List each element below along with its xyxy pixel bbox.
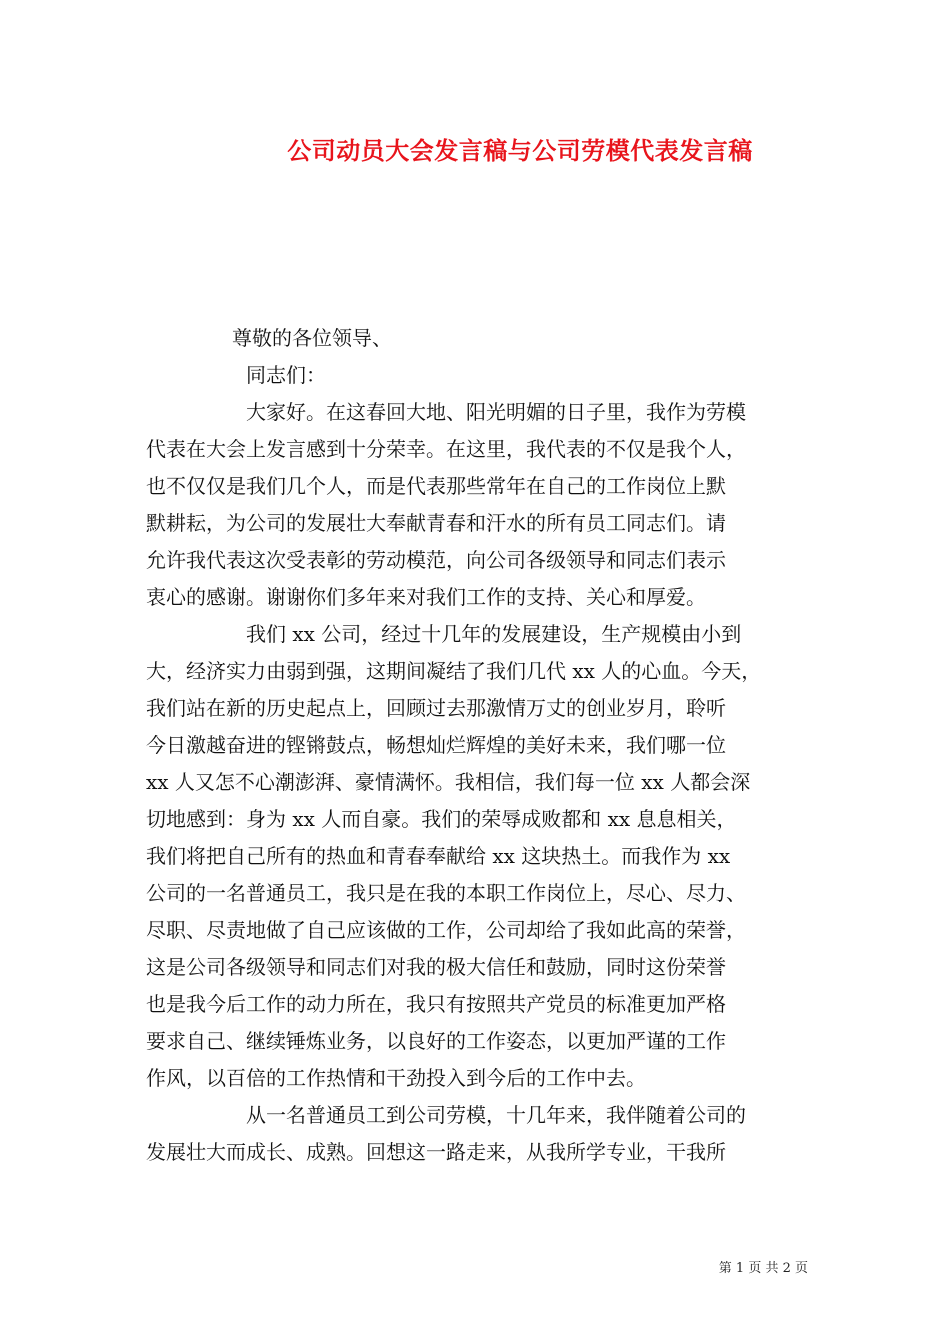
text-line: 衷心的感谢。谢谢你们多年来对我们工作的支持、关心和厚爱。 — [146, 585, 706, 609]
text-line: 公司的一名普通员工，我只是在我的本职工作岗位上，尽心、尽力、 — [146, 881, 746, 905]
paragraph-2 — [146, 616, 810, 1097]
text-line: 代表在大会上发言感到十分荣幸。在这里，我代表的不仅是我个人， — [146, 437, 746, 461]
text-line: 发展壮大而成长、成熟。回想这一路走来，从我所学专业，干我所 — [146, 1140, 726, 1164]
text-line: 切地感到：身为 xx 人而自豪。我们的荣辱成败都和 xx 息息相关， — [146, 807, 737, 831]
paragraph-1 — [146, 394, 810, 616]
text-line: 尽职、尽责地做了自己应该做的工作，公司却给了我如此高的荣誉， — [146, 918, 746, 942]
text-line: 这是公司各级领导和同志们对我的极大信任和鼓励，同时这份荣誉 — [146, 955, 726, 979]
text-line: 也不仅仅是我们几个人，而是代表那些常年在自己的工作岗位上默 — [146, 474, 726, 498]
salutation-line: 同志们： — [246, 363, 326, 387]
text-line: 我们 xx 公司，经过十几年的发展建设，生产规模由小到 — [246, 622, 742, 646]
paragraph-3 — [146, 1097, 810, 1171]
document-body — [146, 320, 810, 1171]
document-title: 公司动员大会发言稿与公司劳模代表发言稿 — [287, 136, 753, 165]
text-line: 大，经济实力由弱到强，这期间凝结了我们几代 xx 人的心血。今天， — [146, 659, 762, 683]
text-line: 默耕耘，为公司的发展壮大奉献青春和汗水的所有员工同志们。请 — [146, 511, 726, 535]
text-line: 今日激越奋进的铿锵鼓点，畅想灿烂辉煌的美好未来，我们哪一位 — [146, 733, 726, 757]
salutation-line: 尊敬的各位领导、 — [232, 326, 392, 350]
page-footer: 第 1 页 共 2 页 — [718, 1261, 808, 1276]
text-line: 允许我代表这次受表彰的劳动模范，向公司各级领导和同志们表示 — [146, 548, 726, 572]
text-line: 大家好。在这春回大地、阳光明媚的日子里，我作为劳模 — [246, 400, 746, 424]
text-line: 要求自己、继续锤炼业务，以良好的工作姿态，以更加严谨的工作 — [146, 1029, 726, 1053]
text-line: 也是我今后工作的动力所在，我只有按照共产党员的标准更加严格 — [146, 992, 726, 1016]
text-line: 从一名普通员工到公司劳模，十几年来，我伴随着公司的 — [246, 1103, 746, 1127]
text-line: 我们将把自己所有的热血和青春奉献给 xx 这块热土。而我作为 xx — [146, 844, 731, 868]
text-line: xx 人又怎不心潮澎湃、豪情满怀。我相信，我们每一位 xx 人都会深 — [146, 770, 751, 794]
text-line: 作风，以百倍的工作热情和干劲投入到今后的工作中去。 — [146, 1066, 646, 1090]
text-line: 我们站在新的历史起点上，回顾过去那激情万丈的创业岁月，聆听 — [146, 696, 726, 720]
